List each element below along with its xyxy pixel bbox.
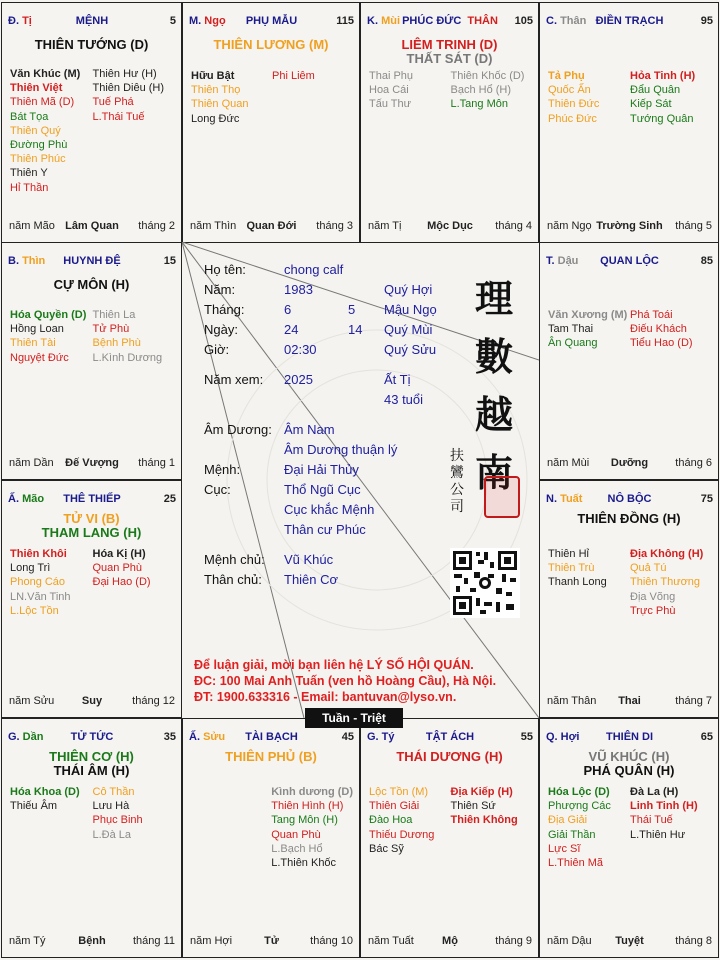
minor-star: Đường Phù — [10, 139, 68, 152]
palace-cell[interactable] — [1, 718, 182, 958]
contact-phone-email[interactable]: ĐT: 1900.633316 - Email: bantuvan@lyso.vn. — [194, 690, 457, 704]
minor-star: L.Thiên Khốc — [271, 857, 337, 870]
minor-star: Hóa Khoa (D) — [10, 786, 80, 798]
minor-star: L.Đà La — [92, 828, 132, 841]
palace-month: tháng 10 — [310, 935, 353, 947]
good-stars-column — [10, 785, 93, 842]
month-lunar: 5 — [348, 302, 356, 317]
minor-star: Hóa Quyền (D) — [10, 309, 87, 321]
palace-age: 15 — [163, 255, 176, 267]
minor-star: Phá Toái — [630, 309, 673, 321]
heavenly-stem: Đ. — [8, 15, 23, 27]
life-stage: Mộc Dục — [427, 220, 473, 232]
minor-star: Thiên Quý — [10, 124, 61, 137]
minor-star: Thiên Trù — [548, 562, 595, 575]
life-stage: Lâm Quan — [65, 220, 119, 232]
good-stars-column — [10, 308, 93, 365]
minor-star: Điếu Khách — [630, 323, 687, 336]
minor-star: Quan Phù — [92, 562, 143, 575]
earthly-branch: Sửu — [203, 731, 226, 743]
palace-age: 115 — [336, 15, 354, 27]
bad-stars-column — [451, 69, 533, 112]
cuc-label: Cục: — [204, 482, 231, 497]
month-solar: 6 — [284, 302, 292, 317]
minor-star: Phong Cáo — [10, 576, 66, 589]
earthly-branch: Tị — [22, 15, 32, 27]
good-stars-column — [548, 69, 630, 126]
palace-age: 25 — [163, 493, 176, 505]
bad-stars-column — [93, 67, 176, 195]
palace-month: tháng 12 — [132, 695, 175, 707]
palace-header — [8, 493, 176, 509]
than-chu-value: Thiên Cơ — [284, 572, 339, 587]
palace-age: 75 — [700, 493, 713, 505]
main-star: THÁI DƯƠNG (H) — [396, 749, 503, 764]
palace-name: QUAN LỘC — [600, 255, 659, 267]
good-stars-column — [369, 69, 451, 112]
minor-star: Thiếu Dương — [369, 828, 435, 841]
main-star: THIÊN PHỦ (B) — [225, 749, 317, 764]
minor-star: Địa Không (H) — [630, 548, 704, 560]
palace-header — [546, 493, 713, 509]
minor-star: L.Thiên Mã — [548, 857, 604, 870]
palace-age: 5 — [169, 15, 176, 27]
minor-star: Hóa Kị (H) — [92, 548, 146, 560]
menh-value: Đại Hải Thủy — [284, 462, 359, 477]
year-value: 1983 — [284, 282, 313, 297]
calligraphy-char: 南 — [474, 450, 513, 495]
heavenly-stem: N. — [546, 493, 561, 505]
day-cc: Quý Mùi — [384, 322, 433, 337]
palace-age: 95 — [700, 15, 713, 27]
main-star: THIÊN CƠ (H) — [49, 749, 134, 764]
day-solar: 24 — [284, 322, 299, 337]
earthly-branch: Mùi — [381, 15, 401, 27]
palace-month: tháng 11 — [132, 935, 175, 947]
bad-stars-column — [93, 547, 176, 618]
palace-cell[interactable] — [539, 480, 719, 718]
minor-star: Thiếu Âm — [10, 800, 58, 813]
minor-star: Phúc Đức — [548, 112, 597, 125]
palace-year: năm Sửu — [9, 695, 55, 707]
minor-star: Địa Võng — [630, 590, 676, 603]
view-year-cc: Ất Tị — [384, 372, 411, 387]
bad-stars-column — [93, 785, 176, 842]
palace-footer — [190, 220, 353, 234]
minor-star: Thiên Sứ — [450, 800, 496, 813]
minor-star: Hữu Bật — [191, 70, 235, 82]
minor-star: Đào Hoa — [369, 814, 413, 827]
earthly-branch: Dần — [22, 731, 44, 743]
palace-header — [546, 255, 713, 271]
minor-star: Cô Thần — [92, 786, 135, 798]
day-lunar: 14 — [348, 322, 363, 337]
minor-star: Phi Liêm — [272, 70, 315, 82]
main-star: LIÊM TRINH (D) — [401, 37, 498, 52]
palace-header — [546, 731, 713, 747]
than-marker: THÂN — [467, 15, 498, 27]
hour-cc: Quý Sửu — [384, 342, 437, 357]
minor-star: Giải Thần — [548, 828, 596, 841]
good-stars-column — [548, 547, 630, 618]
minor-star: Đà La (H) — [630, 786, 679, 798]
palace-footer — [368, 935, 532, 949]
minor-star: Tấu Thư — [369, 98, 412, 111]
palace-age: 45 — [341, 731, 354, 743]
minor-star: Thiên Mã (D) — [10, 96, 75, 109]
palace-year: năm Hợi — [190, 935, 233, 947]
palace-cell[interactable] — [182, 2, 360, 243]
palace-age: 35 — [163, 731, 176, 743]
minor-star: Long Trì — [10, 562, 51, 575]
palace-month: tháng 5 — [675, 220, 712, 232]
contact-line-1: Để luận giải, mời bạn liên hệ LÝ SỐ HỘI QUÁN. — [194, 658, 474, 672]
name-value: chong calf — [284, 262, 344, 277]
main-star: PHÁ QUÂN (H) — [583, 763, 675, 778]
palace-name: TỬ TỨC — [70, 731, 114, 743]
minor-star: Hóa Lộc (D) — [548, 786, 610, 798]
palace-footer — [547, 695, 712, 709]
minor-star: Lưu Hà — [92, 800, 130, 813]
minor-star: Quốc Ấn — [548, 84, 591, 97]
minor-star: Địa Kiếp (H) — [450, 786, 513, 798]
minor-star: Thiên Thọ — [191, 84, 241, 97]
palace-year: năm Ngọ — [547, 220, 592, 232]
palace-cell[interactable] — [539, 242, 719, 480]
hour-value: 02:30 — [284, 342, 317, 357]
palace-year: năm Thân — [547, 695, 597, 707]
bad-stars-column — [630, 308, 712, 351]
palace-age: 65 — [700, 731, 713, 743]
menh-chu-label: Mệnh chủ: — [204, 552, 265, 567]
minor-star: Hồng Loan — [10, 323, 64, 336]
palace-name: ĐIỀN TRẠCH — [595, 15, 664, 27]
minor-star: Thiên Tài — [10, 337, 56, 350]
palace-header — [546, 15, 713, 31]
bad-stars-column — [93, 308, 176, 365]
palace-footer — [9, 935, 175, 949]
minor-star: Quan Phù — [271, 828, 321, 841]
minor-star: Đại Hao (D) — [92, 576, 151, 589]
palace-footer — [9, 695, 175, 709]
main-star: THIÊN LƯƠNG (M) — [213, 37, 329, 52]
minor-star: Kiếp Sát — [630, 98, 672, 111]
minor-star: Thiên Hình (H) — [271, 800, 344, 813]
palace-year: năm Tị — [368, 220, 402, 232]
palace-footer — [547, 935, 712, 949]
minor-star: Bát Tọa — [10, 110, 49, 123]
good-stars-column — [548, 308, 630, 351]
minor-star: Tiểu Hao (D) — [630, 337, 693, 350]
good-stars-column — [10, 67, 93, 195]
minor-star: L.Thiên Hư — [630, 828, 686, 841]
good-stars-column — [369, 785, 451, 856]
bad-stars-column — [630, 69, 712, 126]
palace-cell[interactable] — [182, 718, 360, 958]
palace-footer — [190, 935, 353, 949]
minor-star: Tướng Quân — [630, 112, 694, 125]
minor-star: L.Bạch Hổ — [271, 842, 323, 855]
month-label: Tháng: — [204, 302, 245, 317]
main-star: TỬ VI (B) — [63, 511, 120, 526]
seal-stamp — [484, 476, 520, 518]
minor-star: Ân Quang — [548, 337, 598, 350]
bad-stars-column — [630, 547, 712, 618]
palace-header — [8, 731, 176, 747]
minor-star: L.Lộc Tồn — [10, 604, 59, 617]
minor-star: Bạch Hổ (H) — [450, 84, 512, 97]
calligraphy-char: 理 — [474, 276, 513, 321]
minor-star: Thiên Phúc — [10, 153, 66, 166]
palace-footer — [368, 220, 532, 234]
good-stars-column — [191, 69, 272, 126]
main-star: THIÊN TƯỚNG (D) — [34, 37, 149, 52]
minor-star: Văn Xương (M) — [548, 309, 628, 321]
life-stage: Bệnh — [78, 935, 106, 947]
contact-address: ĐC: 100 Mai Anh Tuấn (ven hồ Hoàng Cầu), Hà Nội. — [194, 674, 497, 688]
minor-star: Lộc Tồn (M) — [369, 786, 429, 798]
menh-label: Mệnh: — [204, 462, 241, 477]
calligraphy-char: 數 — [474, 334, 513, 379]
month-cc: Mậu Ngọ — [384, 302, 437, 317]
palace-footer — [547, 457, 712, 471]
minor-star: L.Tang Môn — [450, 98, 508, 111]
than-chu-label: Thân chủ: — [204, 572, 262, 587]
palace-cell[interactable] — [539, 2, 719, 243]
amduong-value: Âm Nam — [284, 422, 335, 437]
life-stage: Suy — [81, 695, 103, 707]
bad-stars-column — [630, 785, 712, 870]
minor-star: Trực Phù — [630, 604, 676, 617]
earthly-branch: Tuất — [560, 493, 583, 505]
minor-star: Thiên Quan — [191, 98, 249, 111]
palace-year: năm Thìn — [190, 220, 237, 232]
minor-star: Quả Tú — [630, 562, 667, 575]
minor-star: LN.Văn Tinh — [10, 590, 71, 603]
palace-month: tháng 1 — [138, 457, 175, 469]
life-stage: Dưỡng — [610, 457, 649, 469]
minor-star: Thiên Giải — [369, 800, 420, 813]
calligraphy-char: 越 — [474, 392, 513, 437]
heavenly-stem: T. — [546, 255, 558, 267]
earthly-branch: Thân — [560, 15, 587, 27]
minor-star: Tang Môn (H) — [271, 814, 338, 827]
heavenly-stem: G. — [8, 731, 23, 743]
palace-year: năm Dậu — [547, 935, 592, 947]
main-star: THAM LANG (H) — [41, 525, 142, 540]
palace-age: 85 — [700, 255, 713, 267]
view-year-value: 2025 — [284, 372, 313, 387]
amduong-label: Âm Dương: — [204, 422, 272, 437]
palace-header — [367, 15, 533, 31]
heavenly-stem: B. — [8, 255, 23, 267]
minor-star: Thiên Thương — [630, 576, 701, 589]
good-stars-column — [548, 785, 630, 870]
minor-star: Thiên Khốc (D) — [450, 70, 525, 82]
palace-name: TẬT ÁCH — [425, 731, 475, 743]
life-stage: Mộ — [442, 935, 458, 947]
palace-cell[interactable] — [539, 718, 719, 958]
main-star: THẤT SÁT (D) — [406, 51, 493, 66]
life-stage: Tử — [264, 935, 279, 947]
cuc-note-1: Cục khắc Mệnh — [284, 502, 375, 517]
earthly-branch: Mão — [22, 493, 45, 505]
minor-star: Phượng Các — [548, 800, 611, 813]
minor-star: Bác Sỹ — [369, 842, 404, 855]
earthly-branch: Dậu — [557, 255, 579, 267]
minor-star: Long Đức — [191, 112, 240, 125]
palace-month: tháng 2 — [138, 220, 175, 232]
main-star: THIÊN ĐỒNG (H) — [577, 511, 681, 526]
minor-star: Thiên Diêu (H) — [92, 82, 165, 95]
bad-stars-column — [271, 785, 353, 870]
minor-star: Hỉ Thần — [10, 181, 49, 194]
life-stage: Tuyệt — [615, 935, 644, 947]
palace-header — [367, 731, 533, 747]
palace-cell[interactable] — [360, 718, 539, 958]
palace-month: tháng 7 — [675, 695, 712, 707]
good-stars-column — [10, 547, 93, 618]
center-info-panel — [182, 242, 539, 725]
palace-header — [189, 15, 354, 31]
minor-star: Thái Tuế — [630, 814, 673, 827]
minor-star: Tử Phù — [92, 323, 130, 336]
heavenly-stem: Ấ. — [189, 731, 204, 743]
palace-year: năm Tuất — [368, 935, 414, 947]
day-label: Ngày: — [204, 322, 238, 337]
palace-month: tháng 4 — [495, 220, 532, 232]
palace-header — [8, 255, 176, 271]
palace-cell[interactable] — [360, 2, 539, 243]
cuc-note-2: Thân cư Phúc — [284, 522, 366, 537]
minor-star: Bệnh Phù — [92, 337, 141, 350]
minor-star: Thiên La — [92, 309, 136, 321]
name-label: Họ tên: — [204, 262, 246, 277]
bad-stars-column — [272, 69, 353, 126]
palace-month: tháng 8 — [675, 935, 712, 947]
palace-age: 105 — [514, 15, 533, 27]
minor-star: Tả Phụ — [548, 70, 585, 82]
minor-star: Văn Khúc (M) — [10, 68, 81, 80]
minor-star: Nguyệt Đức — [10, 351, 69, 364]
bad-stars-column — [451, 785, 533, 856]
heavenly-stem: K. — [367, 15, 382, 27]
minor-star: Kình dương (D) — [271, 786, 353, 798]
minor-star: Thiên Đức — [548, 98, 600, 111]
palace-age: 55 — [520, 731, 533, 743]
minor-star: Thanh Long — [548, 576, 607, 589]
palace-year: năm Tý — [9, 935, 46, 947]
palace-footer — [547, 220, 712, 234]
minor-star: Tam Thai — [548, 323, 594, 336]
palace-name: HUYNH ĐỆ — [63, 255, 121, 267]
minor-star: Phục Binh — [92, 814, 143, 827]
minor-star: Thiên Y — [10, 167, 48, 180]
heavenly-stem: C. — [546, 15, 561, 27]
hour-label: Giờ: — [204, 342, 230, 357]
year-label: Năm: — [204, 282, 236, 297]
minor-star: L.Thái Tuế — [92, 110, 145, 123]
palace-footer — [9, 457, 175, 471]
life-stage: Thai — [618, 695, 641, 707]
heavenly-stem: G. — [367, 731, 382, 743]
main-star: VŨ KHÚC (H) — [588, 749, 670, 764]
palace-month: tháng 9 — [495, 935, 532, 947]
menh-chu-value: Vũ Khúc — [284, 552, 334, 567]
life-stage: Trường Sinh — [596, 220, 663, 232]
earthly-branch: Tý — [381, 731, 395, 743]
palace-year: năm Mùi — [547, 457, 590, 469]
palace-year: năm Dần — [9, 457, 54, 469]
qr-code[interactable] — [450, 548, 520, 618]
good-stars-column — [191, 785, 271, 870]
minor-star: Lực Sĩ — [548, 842, 581, 855]
minor-star: Thiên Việt — [10, 82, 63, 95]
minor-star: Thiên Hỉ — [548, 548, 589, 560]
palace-header — [8, 15, 176, 31]
palace-cell[interactable] — [1, 2, 182, 243]
palace-name: MỆNH — [75, 15, 109, 27]
minor-star: Địa Giải — [548, 814, 588, 827]
main-star: THÁI ÂM (H) — [53, 763, 130, 778]
year-cc: Quý Hợi — [384, 282, 433, 297]
earthly-branch: Thìn — [22, 255, 46, 267]
heavenly-stem: Q. — [546, 731, 561, 743]
minor-star: Đẩu Quân — [630, 84, 681, 97]
minor-star: Hoa Cái — [369, 84, 409, 97]
minor-star: Thiên Khôi — [10, 548, 67, 560]
view-year-label: Năm xem: — [204, 372, 264, 387]
age-value: 43 tuổi — [384, 392, 424, 407]
life-stage: Quan Đới — [246, 220, 297, 232]
life-stage: Đế Vượng — [65, 457, 119, 469]
palace-cell[interactable] — [1, 480, 182, 718]
palace-name: THIÊN DI — [605, 731, 654, 743]
amduong-note: Âm Dương thuận lý — [284, 442, 398, 457]
palace-name: TÀI BẠCH — [245, 731, 298, 743]
palace-month: tháng 6 — [675, 457, 712, 469]
earthly-branch: Ngọ — [204, 15, 226, 27]
cuc-value: Thổ Ngũ Cục — [284, 482, 361, 497]
palace-footer — [9, 220, 175, 234]
earthly-branch: Hợi — [560, 731, 580, 743]
tuan-triet-badge: Tuần - Triệt — [305, 708, 403, 728]
main-star: CỰ MÔN (H) — [53, 277, 130, 292]
palace-year: năm Mão — [9, 220, 55, 232]
minor-star: Thiên Không — [450, 814, 518, 827]
seal-caption: 扶鸞公司 — [450, 448, 464, 515]
minor-star: Hỏa Tinh (H) — [630, 70, 696, 82]
palace-header — [189, 731, 354, 747]
palace-name: THÊ THIẾP — [63, 493, 121, 505]
palace-name: PHỤ MẪU — [245, 15, 298, 27]
palace-name: NÔ BỘC — [607, 493, 652, 505]
minor-star: Tuế Phá — [92, 96, 134, 109]
heavenly-stem: Ấ. — [8, 493, 23, 505]
minor-star: Thai Phụ — [369, 70, 414, 82]
calligraphy-logo — [464, 270, 524, 502]
palace-name: PHÚC ĐỨC THÂN — [402, 15, 498, 27]
minor-star: Thiên Hư (H) — [92, 68, 157, 80]
palace-cell[interactable] — [1, 242, 182, 480]
heavenly-stem: M. — [189, 15, 205, 27]
minor-star: L.Kình Dương — [92, 351, 163, 364]
palace-month: tháng 3 — [316, 220, 353, 232]
minor-star: Linh Tinh (H) — [630, 800, 698, 813]
